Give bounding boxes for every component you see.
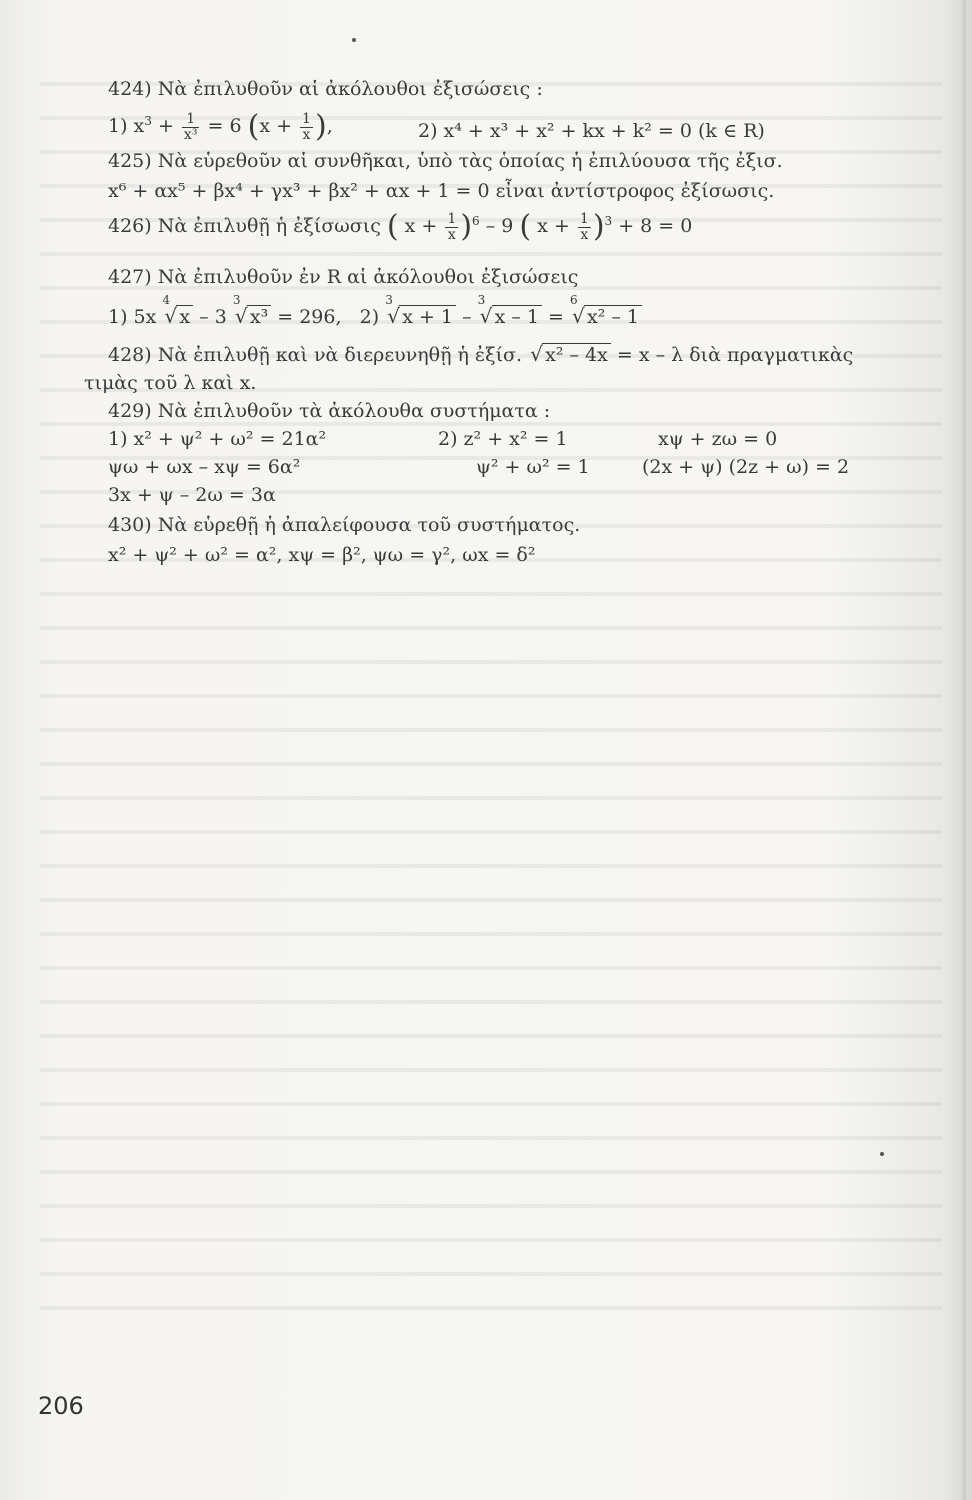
print-speck xyxy=(352,38,356,42)
eq-text: = 296, xyxy=(277,306,342,328)
radicand: x² – 1 xyxy=(584,305,642,328)
exponent: 3 xyxy=(604,213,613,228)
system-1-row-2: ψω + ωx – xψ = 6α² xyxy=(108,456,301,478)
system-3-row-2: (2x + ψ) (2z + ω) = 2 xyxy=(642,456,850,478)
fraction xyxy=(182,112,200,142)
eq-text: x + xyxy=(259,115,292,138)
fraction-numerator: 1 xyxy=(182,112,200,128)
eq-text: – 9 xyxy=(485,215,514,238)
radical xyxy=(528,342,611,366)
root-sign-icon: √ xyxy=(234,304,248,328)
radical-index: 3 xyxy=(232,293,241,307)
right-paren: ) xyxy=(460,209,473,245)
eq-text: – xyxy=(462,306,472,328)
root-sign-icon: √ xyxy=(530,342,543,366)
radical-index: 4 xyxy=(162,293,171,307)
fraction-numerator: 1 xyxy=(447,211,457,227)
eq-text: – 3 xyxy=(199,306,227,328)
system-2-row-2: ψ² + ω² = 1 xyxy=(476,456,590,478)
eq-text: = xyxy=(548,306,564,328)
radical-index: 3 xyxy=(385,293,393,307)
radicand: x – 1 xyxy=(492,305,542,328)
bleed-through-text xyxy=(40,60,942,1320)
exercise-424-equation-1: 1) $x^3$ + $\frac{1}{\text{x³}}$ = 6 (x + $\frac{1}{x}$ ), xyxy=(108,109,333,145)
fraction xyxy=(445,212,458,242)
exercise-428-equation-line xyxy=(108,342,854,366)
eq-text: + xyxy=(157,115,174,138)
fraction-denominator: x xyxy=(447,226,456,243)
radical xyxy=(570,293,642,328)
exercise-424-heading: 424) Νὰ ἐπιλυθοῦν αἱ ἀκόλουθοι ἐξισώσεις : xyxy=(108,78,543,100)
system-1-row-1: 1) x² + ψ² + ω² = 21α² xyxy=(108,428,327,450)
right-paren: ) xyxy=(314,109,327,145)
exercise-428-tail: τιμὰς τοῦ λ καὶ x. xyxy=(84,372,257,394)
radical xyxy=(477,293,542,328)
eq-text: + 8 = 0 xyxy=(618,215,693,238)
root-sign-icon: √ xyxy=(387,304,400,328)
exercise-428-heading: 428) Νὰ ἐπιλυθῇ καὶ νὰ διερευνηθῇ ἡ ἐξίσ. xyxy=(108,344,523,366)
exercise-426-heading: 426) Νὰ ἐπιλυθῇ ἡ ἐξίσωσις xyxy=(108,215,381,238)
eq-text: 2) xyxy=(359,306,380,328)
exercise-427-equations xyxy=(108,293,642,328)
radicand: x³ xyxy=(247,305,271,328)
eq-text: 1) x xyxy=(108,115,145,138)
page-number: 206 xyxy=(38,1392,84,1420)
radicand: x xyxy=(176,305,193,328)
fraction-denominator: x xyxy=(302,126,311,143)
radical xyxy=(162,293,193,328)
root-sign-icon: √ xyxy=(572,304,585,328)
exponent: 6 xyxy=(472,213,480,228)
fraction-denominator: x³ xyxy=(183,126,198,143)
page-edge-shadow xyxy=(960,0,966,1500)
eq-text: = 6 xyxy=(207,115,242,138)
left-paren: ( xyxy=(247,109,260,145)
right-paren: ) xyxy=(592,209,605,245)
root-sign-icon: √ xyxy=(164,304,178,328)
system-3-row-1: xψ + zω = 0 xyxy=(658,428,778,450)
exercise-426: 426) Νὰ ἐπιλυθῇ ἡ ἐξίσωσις ( x + $\frac{1}{x}$ )$^6$ – 9 ( x + $\frac{1}{x}$ )$^3$ + 8 = 0 xyxy=(108,209,693,245)
left-paren: ( xyxy=(386,209,399,245)
left-paren: ( xyxy=(519,209,532,245)
radicand: x² – 4x xyxy=(542,343,611,366)
radicand: x + 1 xyxy=(399,305,456,328)
exercise-424-equation-2: 2) x⁴ + x³ + x² + kx + k² = 0 (k ∈ R) xyxy=(418,120,765,142)
radical xyxy=(232,293,271,328)
system-1-row-3: 3x + ψ – 2ω = 3α xyxy=(108,484,276,506)
radical-index: 6 xyxy=(570,293,578,307)
fraction-numerator: 1 xyxy=(302,111,311,127)
print-speck xyxy=(880,1152,884,1156)
exercise-429-heading: 429) Νὰ ἐπιλυθοῦν τὰ ἀκόλουθα συστήματα : xyxy=(108,400,551,422)
fraction xyxy=(300,112,313,142)
system-2-row-1: 2) z² + x² = 1 xyxy=(438,428,568,450)
exercise-425-heading: 425) Νὰ εὑρεθοῦν αἱ συνθῆκαι, ὑπὸ τὰς ὁποίας ἡ ἐπιλύουσα τῆς ἐξισ. xyxy=(108,150,783,172)
fraction-numerator: 1 xyxy=(579,211,589,227)
exercise-430-heading: 430) Νὰ εὑρεθῇ ἡ ἀπαλείφουσα τοῦ συστήματος. xyxy=(108,514,581,536)
fraction-denominator: x xyxy=(580,226,589,243)
eq-text: 1) 5x xyxy=(108,306,157,328)
exponent: 3 xyxy=(144,113,152,128)
exercise-425-equation: x⁶ + αx⁵ + βx⁴ + γx³ + βx² + αx + 1 = 0 εἶναι ἀντίστροφος ἐξίσωσις. xyxy=(108,180,775,202)
radical-index: 3 xyxy=(477,293,486,307)
root-sign-icon: √ xyxy=(479,304,493,328)
exercise-430-system: x² + ψ² + ω² = α², xψ = β², ψω = γ², ωx = δ² xyxy=(108,544,536,566)
exercise-427-heading: 427) Νὰ ἐπιλυθοῦν ἐν R αἱ ἀκόλουθοι ἐξισώσεις xyxy=(108,266,579,288)
fraction xyxy=(578,212,591,242)
radical xyxy=(385,293,456,328)
eq-text: = x – λ διὰ πραγματικὰς xyxy=(616,344,854,366)
